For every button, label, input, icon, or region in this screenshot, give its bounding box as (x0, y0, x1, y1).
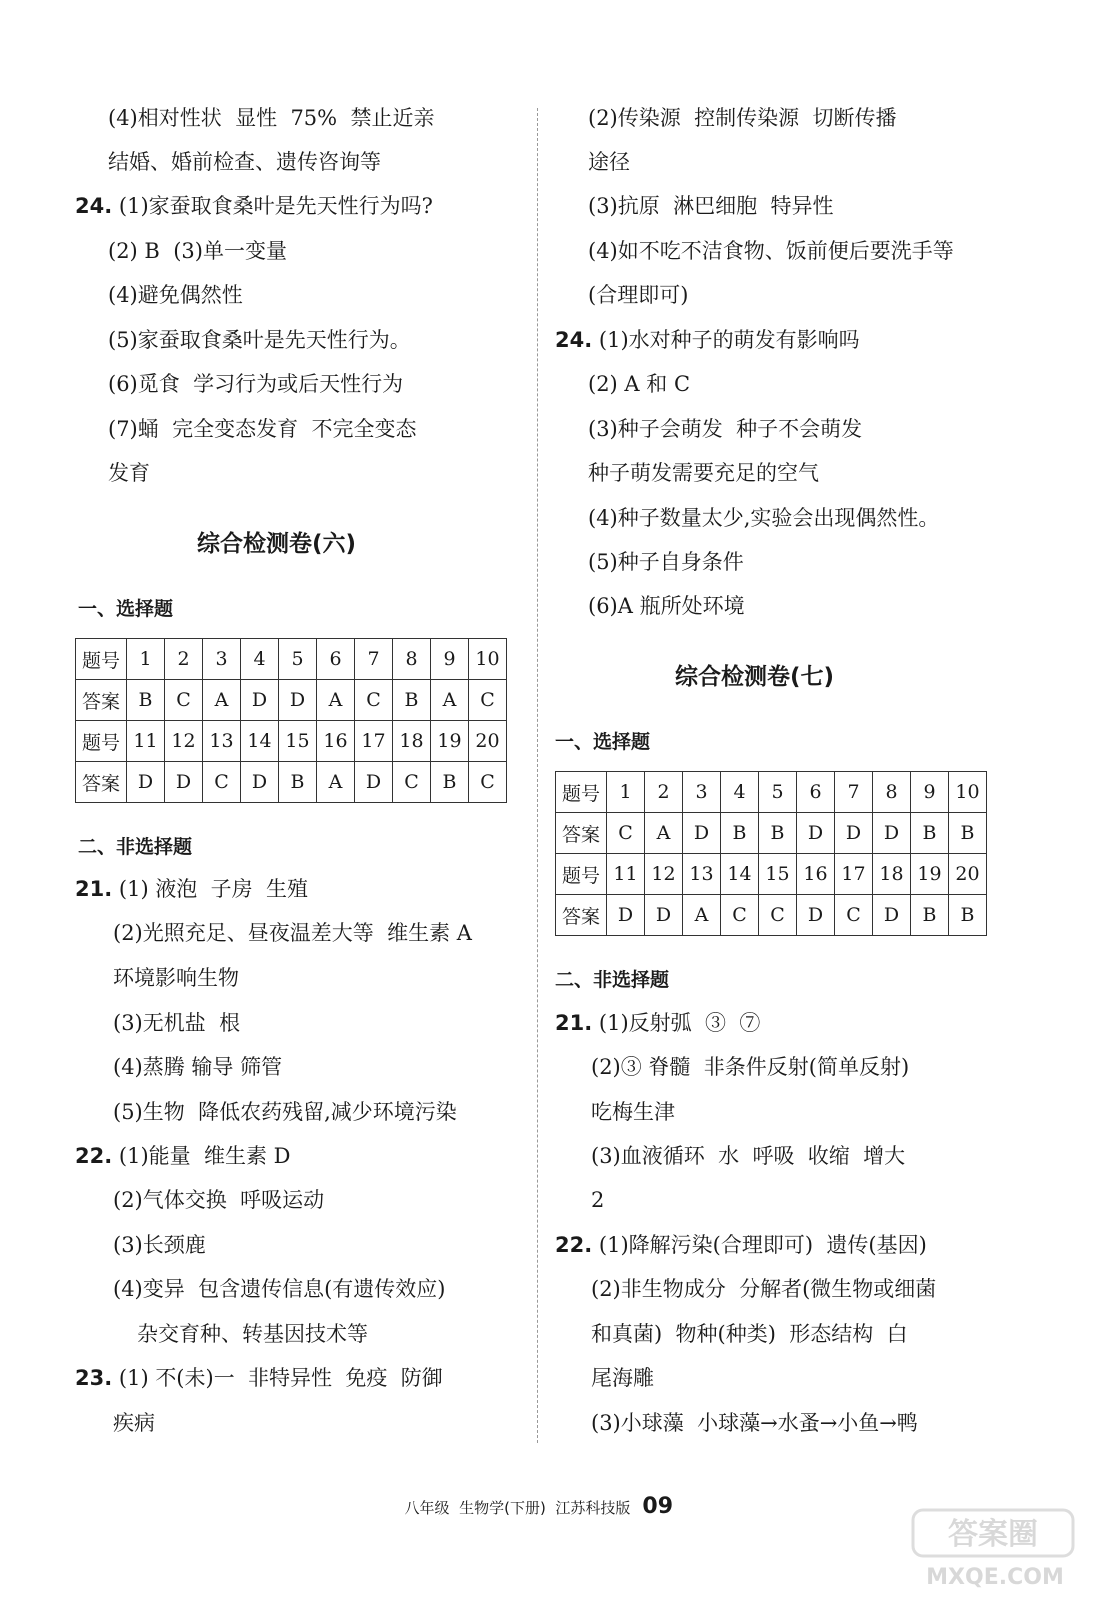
answer-line: (2) B (3)单一变量 (108, 239, 287, 263)
table-cell: 16 (797, 854, 835, 895)
answer-line: 发育 (108, 461, 150, 485)
table-cell: 题号 (76, 639, 127, 680)
table-cell: 18 (393, 721, 431, 762)
table-cell: 答案 (556, 813, 607, 854)
table-cell: C (393, 762, 431, 803)
table-cell: D (607, 895, 645, 936)
question-line (75, 1143, 291, 1169)
table-row (556, 772, 987, 813)
answer-line: (3)长颈鹿 (113, 1233, 206, 1257)
answer-line: (4)如不吃不洁食物、饭前便后要洗手等 (588, 239, 954, 263)
answer-line: (3)血液循环 水 呼吸 收缩 增大 (591, 1144, 906, 1168)
exam-title: 综合检测卷(七) (675, 664, 835, 690)
table-cell: D (241, 680, 279, 721)
question-number: 21. (75, 877, 113, 901)
table-cell: 10 (949, 772, 987, 813)
table-cell: 8 (873, 772, 911, 813)
table-cell: 12 (645, 854, 683, 895)
table-row (556, 854, 987, 895)
table-cell: D (355, 762, 393, 803)
table-cell: 3 (203, 639, 241, 680)
answer-table (555, 771, 987, 936)
table-cell: C (607, 813, 645, 854)
table-cell: 答案 (76, 680, 127, 721)
answer-line: (3)抗原 淋巴细胞 特异性 (588, 194, 834, 218)
question-line (75, 193, 433, 219)
table-cell: D (835, 813, 873, 854)
answer-text: (1)降解污染(合理即可) 遗传(基因) (598, 1233, 927, 1257)
table-cell: 7 (835, 772, 873, 813)
table-cell: B (759, 813, 797, 854)
answer-line: (6)A 瓶所处环境 (588, 594, 745, 618)
table-cell: 19 (431, 721, 469, 762)
table-cell: A (317, 762, 355, 803)
answer-text: (1)水对种子的萌发有影响吗 (598, 328, 860, 352)
table-cell: 18 (873, 854, 911, 895)
table-cell: D (797, 813, 835, 854)
answer-line: (4)种子数量太少,实验会出现偶然性。 (588, 506, 940, 530)
table-row (556, 813, 987, 854)
answer-line: (2)③ 脊髓 非条件反射(简单反射) (591, 1055, 910, 1079)
table-cell: 10 (469, 639, 507, 680)
table-cell: 3 (683, 772, 721, 813)
answer-line: 杂交育种、转基因技术等 (137, 1322, 368, 1346)
table-cell: 9 (431, 639, 469, 680)
table-cell: C (203, 762, 241, 803)
answer-line: (2)非生物成分 分解者(微生物或细菌 (591, 1277, 937, 1301)
table-row (76, 762, 507, 803)
table-cell: 19 (911, 854, 949, 895)
answer-line: (4)变异 包含遗传信息(有遗传效应) (113, 1277, 446, 1301)
section-heading: 二、非选择题 (78, 836, 193, 858)
table-cell: D (165, 762, 203, 803)
table-cell: B (949, 895, 987, 936)
table-cell: 4 (721, 772, 759, 813)
table-cell: 题号 (76, 721, 127, 762)
question-number: 21. (555, 1011, 593, 1035)
answer-text: (1)能量 维生素 D (118, 1144, 291, 1168)
watermark-site-text: MXQE.COM (926, 1565, 1064, 1590)
answer-line: 结婚、婚前检查、遗传咨询等 (108, 150, 381, 174)
table-cell: D (683, 813, 721, 854)
table-cell: 1 (127, 639, 165, 680)
answer-line: (合理即可) (588, 283, 689, 307)
table-cell: 15 (759, 854, 797, 895)
table-cell: 17 (835, 854, 873, 895)
question-line (75, 876, 308, 902)
table-cell: 13 (203, 721, 241, 762)
answer-line: (6)觅食 学习行为或后天性行为 (108, 372, 404, 396)
table-cell: B (393, 680, 431, 721)
answer-line: (4)蒸腾 输导 筛管 (113, 1055, 283, 1079)
table-cell: C (759, 895, 797, 936)
table-row (76, 721, 507, 762)
table-row (76, 680, 507, 721)
section-heading: 二、非选择题 (555, 969, 670, 991)
answer-line: (5)家蚕取食桑叶是先天性行为。 (108, 328, 411, 352)
table-cell: 6 (797, 772, 835, 813)
answer-line: 吃梅生津 (591, 1100, 675, 1124)
table-cell: D (279, 680, 317, 721)
answer-line: 尾海雕 (591, 1366, 654, 1390)
question-number: 23. (75, 1366, 113, 1390)
answer-line: 种子萌发需要充足的空气 (588, 461, 819, 485)
question-number: 22. (555, 1233, 593, 1257)
answer-line: 和真菌) 物种(种类) 形态结构 白 (591, 1322, 908, 1346)
table-cell: A (645, 813, 683, 854)
table-cell: 答案 (76, 762, 127, 803)
table-cell: 答案 (556, 895, 607, 936)
table-row (76, 639, 507, 680)
table-cell: 9 (911, 772, 949, 813)
table-cell: 11 (127, 721, 165, 762)
table-cell: 15 (279, 721, 317, 762)
table-cell: B (911, 895, 949, 936)
table-cell: B (911, 813, 949, 854)
answer-table (75, 638, 507, 803)
answer-text: (1)家蚕取食桑叶是先天性行为吗? (118, 194, 433, 218)
table-cell: A (431, 680, 469, 721)
footer-grade: 八年级 (404, 1499, 450, 1517)
table-cell: C (469, 680, 507, 721)
section-heading: 一、选择题 (78, 598, 174, 620)
section-heading: 一、选择题 (555, 731, 651, 753)
answer-line: (5)种子自身条件 (588, 550, 744, 574)
watermark-logo-text: 答案圈 (948, 1517, 1038, 1552)
exam-title: 综合检测卷(六) (197, 531, 357, 557)
question-line (555, 1010, 760, 1036)
question-number: 24. (555, 328, 593, 352)
question-line (75, 1365, 443, 1391)
table-cell: 14 (721, 854, 759, 895)
table-cell: A (203, 680, 241, 721)
page-footer (395, 1476, 673, 1519)
answer-line: (3)小球藻 小球藻→水蚤→小鱼→鸭 (591, 1411, 918, 1435)
page-number: 09 (642, 1494, 674, 1519)
column-divider (537, 108, 538, 1443)
table-cell: B (721, 813, 759, 854)
table-cell: 4 (241, 639, 279, 680)
answer-line: (7)蛹 完全变态发育 不完全变态 (108, 417, 417, 441)
answer-line: (3)种子会萌发 种子不会萌发 (588, 417, 863, 441)
table-cell: B (127, 680, 165, 721)
table-cell: D (645, 895, 683, 936)
question-number: 22. (75, 1144, 113, 1168)
table-cell: 13 (683, 854, 721, 895)
table-cell: B (949, 813, 987, 854)
table-cell: 题号 (556, 854, 607, 895)
table-cell: 6 (317, 639, 355, 680)
watermark-logo (905, 1508, 1085, 1590)
table-cell: B (279, 762, 317, 803)
table-cell: D (127, 762, 165, 803)
table-cell: D (873, 813, 911, 854)
answer-line: (5)生物 降低农药残留,减少环境污染 (113, 1100, 457, 1124)
table-cell: 20 (469, 721, 507, 762)
question-line (555, 1232, 927, 1258)
answer-line: (2) A 和 C (588, 372, 691, 396)
table-cell: 5 (279, 639, 317, 680)
table-cell: C (721, 895, 759, 936)
answer-line: 疾病 (113, 1411, 155, 1435)
table-cell: C (469, 762, 507, 803)
answer-text: (1) 液泡 子房 生殖 (118, 877, 309, 901)
table-cell: C (835, 895, 873, 936)
table-cell: A (683, 895, 721, 936)
answer-line: 2 (591, 1188, 605, 1212)
table-row (556, 895, 987, 936)
table-cell: 7 (355, 639, 393, 680)
answer-line: (2)光照充足、昼夜温差大等 维生素 A (113, 921, 472, 945)
table-cell: C (165, 680, 203, 721)
table-cell: B (431, 762, 469, 803)
table-cell: 17 (355, 721, 393, 762)
footer-edition: 江苏科技版 (555, 1499, 631, 1517)
table-cell: 16 (317, 721, 355, 762)
table-cell: C (355, 680, 393, 721)
table-cell: A (317, 680, 355, 721)
table-cell: 题号 (556, 772, 607, 813)
table-cell: 11 (607, 854, 645, 895)
watermark-logo-icon (905, 1508, 1085, 1590)
answer-line: (3)无机盐 根 (113, 1011, 241, 1035)
answer-text: (1) 不(未)一 非特异性 免疫 防御 (118, 1366, 443, 1390)
table-cell: 20 (949, 854, 987, 895)
table-cell: 14 (241, 721, 279, 762)
answer-line: (4)相对性状 显性 75% 禁止近亲 (108, 106, 435, 130)
footer-subject: 生物学(下册) (459, 1499, 546, 1517)
answer-line: (4)避免偶然性 (108, 283, 243, 307)
question-line (555, 327, 860, 353)
table-cell: 2 (645, 772, 683, 813)
answer-text: (1)反射弧 ③ ⑦ (598, 1011, 761, 1035)
answer-line: 环境影响生物 (113, 966, 239, 990)
table-cell: D (241, 762, 279, 803)
table-cell: 8 (393, 639, 431, 680)
table-cell: D (873, 895, 911, 936)
table-cell: 5 (759, 772, 797, 813)
table-cell: 12 (165, 721, 203, 762)
table-cell: D (797, 895, 835, 936)
question-number: 24. (75, 194, 113, 218)
table-cell: 2 (165, 639, 203, 680)
answer-line: (2)传染源 控制传染源 切断传播 (588, 106, 897, 130)
answer-line: 途径 (588, 150, 630, 174)
table-cell: 1 (607, 772, 645, 813)
answer-line: (2)气体交换 呼吸运动 (113, 1188, 325, 1212)
